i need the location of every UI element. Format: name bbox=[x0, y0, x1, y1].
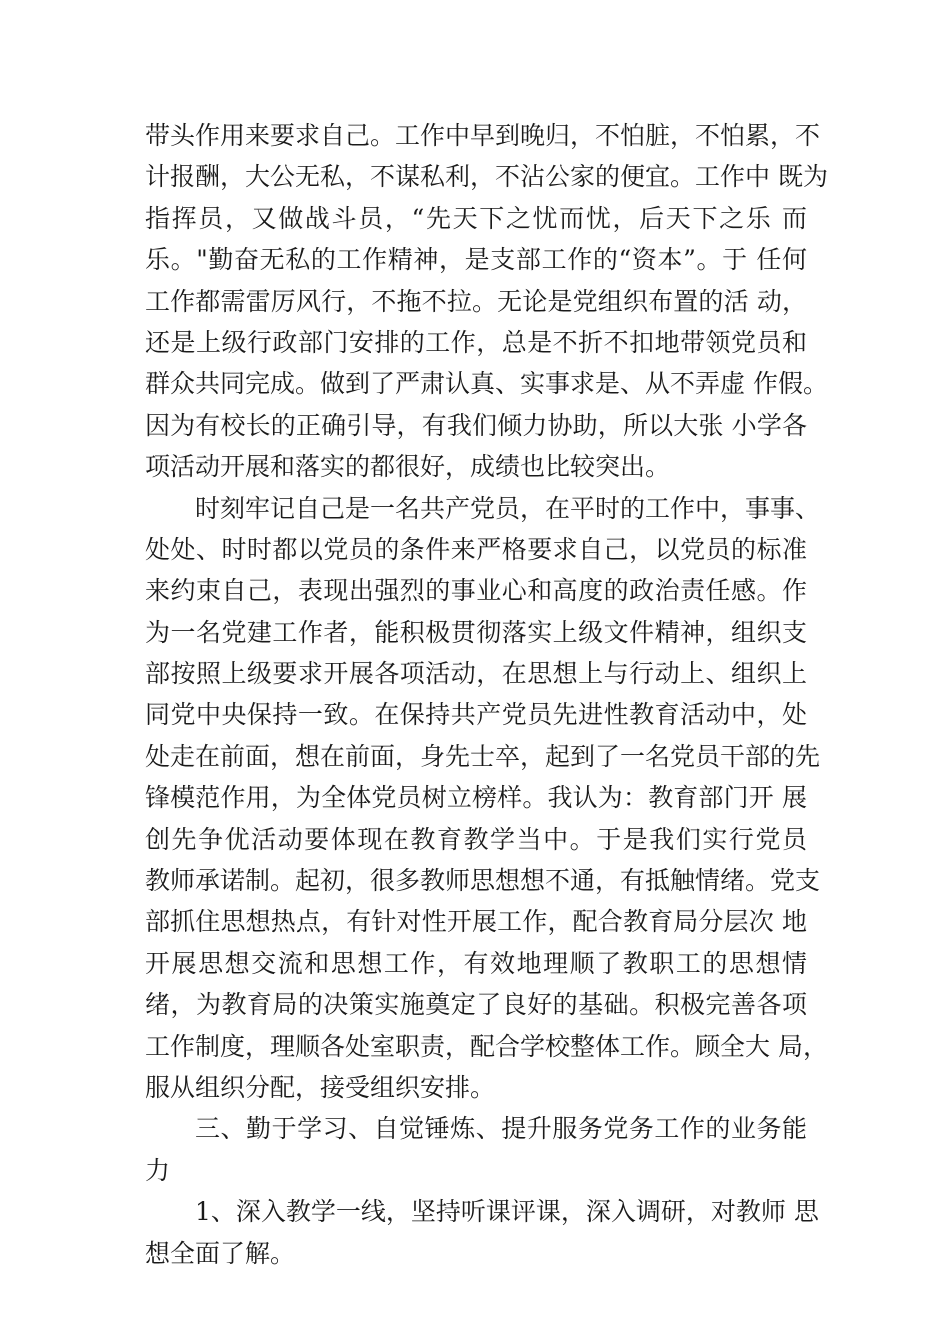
text-line: 指挥员，又做战斗员，“先天下之忧而忧，后天下之乐 而 bbox=[145, 203, 807, 233]
text-line: 开展思想交流和思想工作，有效地理顺了教职工的思想情 bbox=[145, 948, 807, 978]
text-line: 因为有校长的正确引导，有我们倾力协助，所以大张 小学各 bbox=[145, 410, 807, 440]
text-line: 创先争优活动要体现在教育教学当中。于是我们实行党员 bbox=[145, 824, 807, 854]
text-line: 服从组织分配，接受组织安排。 bbox=[145, 1072, 496, 1102]
text-line: 1、深入教学一线，坚持听课评课，深入调研，对教师 思 bbox=[195, 1197, 819, 1227]
text-line: 部抓住思想热点，有针对性开展工作，配合教育局分层次 地 bbox=[145, 907, 807, 937]
text-line: 工作制度，理顺各处室职责，配合学校整体工作。顾全大 局， bbox=[145, 1031, 828, 1061]
text-line: 还是上级行政部门安排的工作，总是不折不扣地带领党员和 bbox=[145, 327, 807, 357]
text-line: 时刻牢记自己是一名共产党员，在平时的工作中，事事、 bbox=[195, 493, 821, 523]
text-line: 计报酬，大公无私，不谋私利，不沾公家的便宜。工作中 既为 bbox=[145, 162, 828, 192]
text-line: 为一名党建工作者，能积极贯彻落实上级文件精神，组织支 bbox=[145, 617, 807, 647]
paragraph bbox=[145, 1191, 819, 1274]
paragraph bbox=[145, 488, 828, 1109]
text-line: 来约束自己，表现出强烈的事业心和高度的政治责任感。作 bbox=[145, 576, 807, 606]
text-line: 乐。"勤奋无私的工作精神，是支部工作的“资本”。于 任何 bbox=[145, 245, 807, 275]
text-line: 部按照上级要求开展各项活动，在思想上与行动上、组织上 bbox=[145, 659, 807, 689]
text-line: 群众共同完成。做到了严肃认真、实事求是、从不弄虚 作假。 bbox=[145, 369, 828, 399]
text-line: 绪，为教育局的决策实施奠定了良好的基础。积极完善各项 bbox=[145, 990, 807, 1020]
text-line: 同党中央保持一致。在保持共产党员先进性教育活动中，处 bbox=[145, 700, 807, 730]
text-line: 锋模范作用，为全体党员树立榜样。我认为：教育部门开 展 bbox=[145, 783, 807, 813]
text-line: 带头作用来要求自己。工作中早到晚归，不怕脏，不怕累，不 bbox=[145, 121, 821, 150]
section-heading bbox=[145, 1108, 807, 1191]
text-line: 想全面了解。 bbox=[145, 1238, 296, 1268]
text-line: 处处、时时都以党员的条件来严格要求自己，以党员的标准 bbox=[145, 534, 807, 564]
text-line: 处走在前面，想在前面，身先士卒，起到了一名党员干部的先 bbox=[145, 741, 821, 771]
text-line: 项活动开展和落实的都很好，成绩也比较突出。 bbox=[145, 452, 671, 482]
text-line: 力 bbox=[145, 1155, 171, 1185]
text-line: 三、勤于学习、自觉锤炼、提升服务党务工作的业务能 bbox=[195, 1114, 807, 1144]
document-body bbox=[145, 115, 828, 1274]
paragraph bbox=[145, 115, 828, 488]
text-line: 教师承诺制。起初，很多教师思想想不通，有抵触情绪。党支 bbox=[145, 866, 821, 896]
text-line: 工作都需雷厉风行，不拖不拉。无论是党组织布置的活 动， bbox=[145, 286, 807, 316]
